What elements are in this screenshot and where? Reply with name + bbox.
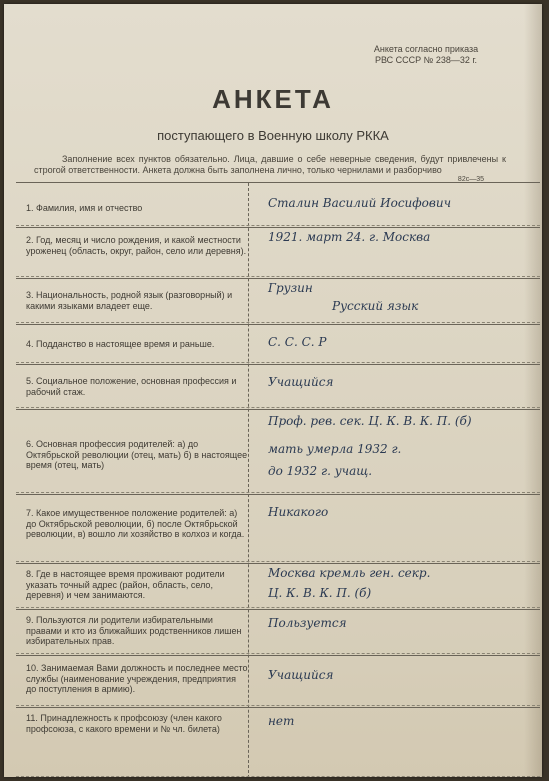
answer-8-line-1: Москва кремль ген. секр. [268, 566, 431, 580]
questionnaire-sheet [4, 4, 542, 777]
question-11: 11. Принадлежность к профсоюзу (член какого профсоюза, с какого времени и № чл. билета) [26, 713, 222, 734]
order-reference-line-1: Анкета согласно приказа [373, 44, 479, 54]
answer-3-line-2: Русский язык [332, 299, 419, 313]
question-5: 5. Социальное положение, основная професcия и рабочий стаж. [26, 376, 237, 397]
answer-3-line-1: Грузин [268, 281, 313, 295]
order-reference-line-2: РВС СССР № 238—32 г. [374, 55, 478, 65]
fill-instructions: Заполнение всех пунктов обязательно. Лица, давшие о себе неверные сведения, будут привлечены к строгой ответственности. Анкета должна быть заполнена лично, только чернилами и разборчиво [34, 154, 506, 175]
answer-4-line-1: С. С. С. Р [268, 335, 327, 349]
answer-6-line-2: мать умерла 1932 г. [268, 442, 402, 456]
answer-1-line-1: Сталин Василий Иосифович [268, 196, 452, 210]
form-row-7 [16, 494, 540, 564]
form-row-9 [16, 609, 540, 656]
answer-10-line-1: Учащийся [268, 668, 334, 682]
form-row-2 [16, 227, 540, 279]
question-4: 4. Подданство в настоящее время и раньше. [26, 339, 215, 349]
answer-11-line-1: нет [268, 714, 295, 728]
form-row-6 [16, 409, 540, 495]
question-10: 10. Занимаемая Вами должность и последнее место службы (наименование учреждения, предприятия до поступления в армию). [26, 663, 248, 694]
form-row-8 [16, 563, 540, 610]
answer-5-line-1: Учащийся [268, 375, 334, 389]
document-title: АНКЕТА [212, 84, 334, 114]
document-subtitle: поступающего в Военную школу РККА [157, 128, 389, 143]
answer-9-line-1: Пользуется [268, 616, 347, 630]
question-7: 7. Какое имущественное положение родителей: а) до Октябрьской революции, б) после Октябрьской революции, в) вошло ли хозяйство в колхоз и когда. [26, 508, 245, 539]
question-8: 8. Где в настоящее время проживают родители указать точный адрес (район, область, село, деревня) и чем занимаются. [26, 569, 225, 600]
form-row-3 [16, 278, 540, 325]
answer-7-line-1: Никакого [268, 505, 329, 519]
form-code: 82с—35 [457, 176, 484, 183]
answer-6-line-3: до 1932 г. учащ. [268, 464, 373, 478]
answer-6-line-1: Проф. рев. сек. Ц. К. В. К. П. (б) [268, 414, 472, 428]
form-row-5 [16, 364, 540, 410]
question-3: 3. Национальность, родной язык (разговорный) и какими языками владеет еще. [26, 290, 233, 311]
question-6: 6. Основная профессия родителей: а) до Октябрьской революции (отец, мать) б) в настоящее время (отец, мать) [26, 439, 248, 470]
form-table [16, 182, 540, 777]
form-row-1 [16, 183, 540, 228]
form-row-4 [16, 324, 540, 365]
form-row-11 [16, 707, 540, 777]
question-2: 2. Год, месяц и число рождения, и какой местности уроженец (область, округ, район, село или деревня). [26, 235, 247, 256]
answer-2-line-1: 1921. март 24. г. Москва [268, 230, 431, 244]
form-row-10 [16, 655, 540, 708]
question-9: 9. Пользуются ли родители избирательными правами и кто из ближайших родственников лишен избирательных прав. [26, 615, 242, 646]
question-1: 1. Фамилия, имя и отчество [26, 203, 143, 213]
answer-8-line-2: Ц. К. В. К. П. (б) [268, 586, 372, 600]
order-reference [356, 44, 496, 66]
